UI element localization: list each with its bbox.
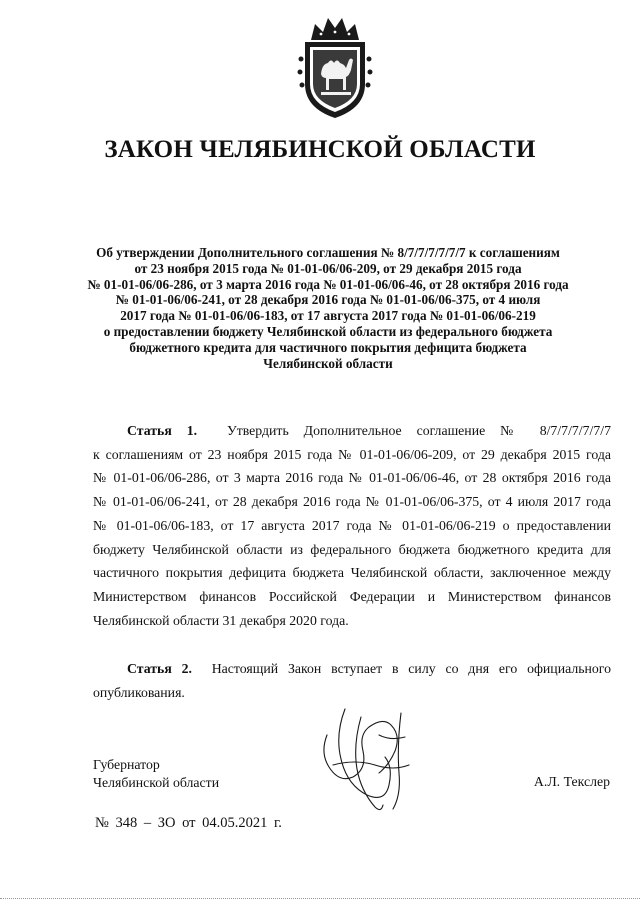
article-1 bbox=[93, 419, 611, 632]
coat-of-arms-icon bbox=[291, 14, 379, 124]
article-1-label: Статья 1. bbox=[127, 423, 198, 438]
law-title: ЗАКОН ЧЕЛЯБИНСКОЙ ОБЛАСТИ bbox=[104, 136, 536, 163]
signer-name: А.Л. Текслер bbox=[533, 774, 610, 789]
governor-title-line: Челябинской области bbox=[93, 775, 220, 790]
handwritten-signature-icon bbox=[305, 695, 425, 820]
registration-number: № 348 – ЗО от 04.05.2021 г. bbox=[95, 815, 282, 831]
governor-title-line: Губернатор bbox=[93, 757, 160, 772]
subject-line: № 01-01-06/06-241, от 28 декабря 2016 года № 01-01-06/06-375, от 4 июля bbox=[115, 292, 541, 308]
article-2-first-line bbox=[93, 657, 611, 681]
subject-line: о предоставлении бюджету Челябинской области из федерального бюджета bbox=[103, 323, 553, 339]
subject-line: Об утверждении Дополнительного соглашения № 8/7/7/7/7/7/7 к соглашениям bbox=[96, 245, 560, 260]
subject-line: от 23 ноября 2015 года № 01-01-06/06-209, от 29 декабря 2015 года bbox=[134, 260, 522, 276]
article-2-label: Статья 2. bbox=[127, 661, 192, 676]
subject-line: № 01-01-06/06-286, от 3 марта 2016 года № 01-01-06/06-46, от 28 октября 2016 года bbox=[87, 276, 569, 292]
article-1-line: № 01-01-06/06-241, от 28 декабря 2016 года № 01-01-06/06-375, от 4 июля 2017 года bbox=[93, 494, 611, 510]
page-edge-divider bbox=[0, 898, 640, 900]
article-2-line: опубликования. bbox=[93, 684, 185, 700]
article-1-line: № 01-01-06/06-286, от 3 марта 2016 года № 01-01-06/06-46, от 28 октября 2016 года bbox=[93, 470, 611, 486]
law-subject bbox=[86, 245, 570, 371]
subject-line: Челябинской области bbox=[263, 355, 393, 371]
article-1-line: частичного покрытия дефицита бюджета Челябинской области, заключенное между bbox=[93, 565, 611, 581]
article-1-line: № 01-01-06/06-183, от 17 августа 2017 года № 01-01-06/06-219 о предоставлении bbox=[93, 517, 611, 533]
article-1-line: к соглашениям от 23 ноября 2015 года № 01-01-06/06-209, от 29 декабря 2015 года bbox=[93, 446, 611, 462]
article-1-first-line bbox=[93, 419, 611, 443]
article-2-lead-text: Настоящий Закон вступает в силу со дня его официального bbox=[211, 661, 611, 676]
article-1-lead-text: Утвердить Дополнительное соглашение № 8/7/7/7/7/7/7 bbox=[226, 423, 611, 438]
article-1-line: бюджету Челябинской области из федерального бюджета бюджетного кредита для bbox=[93, 541, 611, 557]
article-1-line: Челябинской области 31 декабря 2020 года. bbox=[93, 612, 349, 628]
subject-line: бюджетного кредита для частичного покрытия дефицита бюджета bbox=[129, 339, 527, 355]
article-1-line: Министерством финансов Российской Федерации и Министерством финансов bbox=[93, 588, 611, 604]
governor-title bbox=[93, 756, 219, 792]
subject-line: 2017 года № 01-01-06/06-183, от 17 августа 2017 года № 01-01-06/06-219 bbox=[120, 308, 536, 324]
